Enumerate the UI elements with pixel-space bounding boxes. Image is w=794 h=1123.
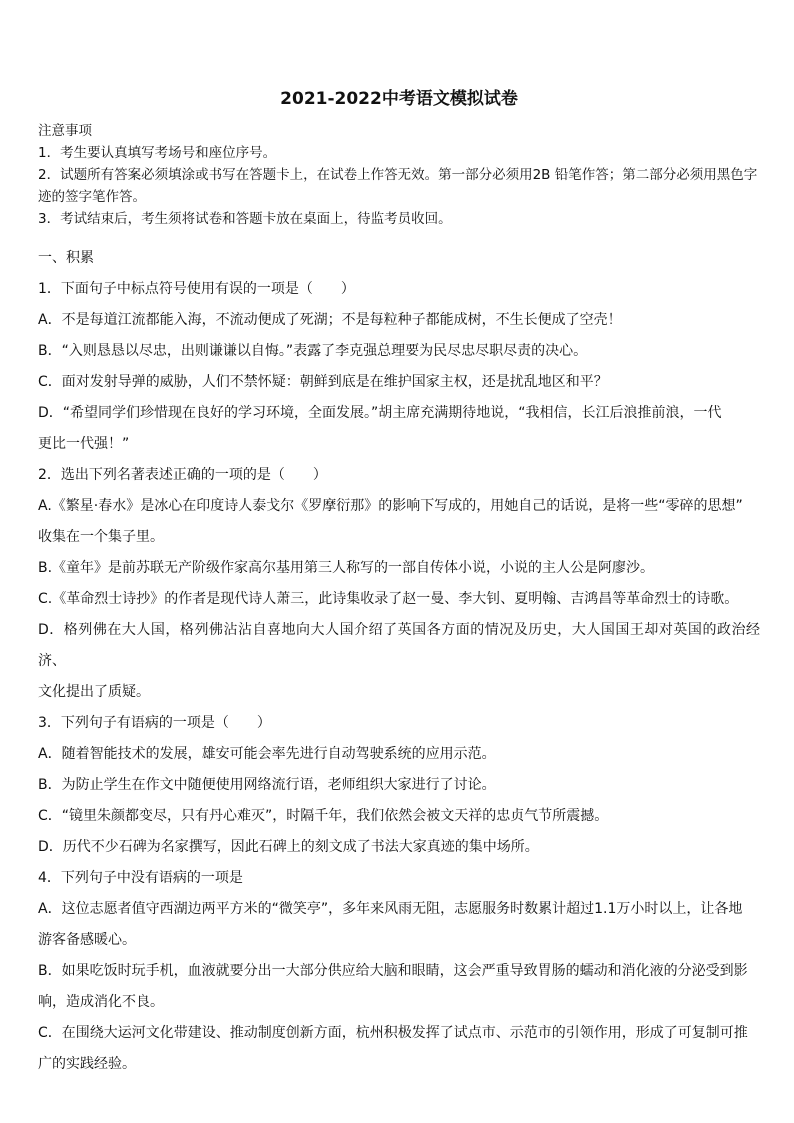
- page-title: 2021-2022中考语文模拟试卷: [280, 89, 518, 109]
- option-c: C．面对发射导弹的威胁，人们不禁怀疑：朝鲜到底是在维护国家主权，还是扰乱地区和平？: [38, 374, 608, 390]
- question-stem: 1．下面句子中标点符号使用有误的一项是（ ）: [38, 281, 355, 297]
- option-d-continued: 文化提出了质疑。: [38, 684, 150, 700]
- option-a: A．随着智能技术的发展，雄安可能会率先进行自动驾驶系统的应用示范。: [38, 746, 496, 762]
- question-stem: 3．下列句子有语病的一项是（ ）: [38, 715, 271, 731]
- section-heading: 一、积累: [38, 250, 94, 266]
- notice-item: 2．试题所有答案必须填涂或书写在答题卡上，在试卷上作答无效。第一部分必须用2B 铅笔作答；第二部分必须用黑色字迹的签字笔作答。: [38, 167, 758, 205]
- option-a: A.《繁星·春水》是冰心在印度诗人泰戈尔《罗摩衍那》的影响下写成的，用她自己的话说，是将一些“零碎的思想”: [38, 498, 743, 514]
- exam-body: [38, 243, 760, 1080]
- option-b-continued: 响，造成消化不良。: [38, 994, 164, 1010]
- option-d-continued: 更比一代强！”: [38, 436, 130, 452]
- question-stem: 2．选出下列名著表述正确的一项的是（ ）: [38, 467, 327, 483]
- option-b: B.《童年》是前苏联无产阶级作家高尔基用第三人称写的一部自传体小说，小说的主人公是阿廖沙。: [38, 560, 655, 576]
- notice-item: 1．考生要认真填写考场号和座位序号。: [38, 145, 277, 161]
- option-c: C.《革命烈士诗抄》的作者是现代诗人萧三，此诗集收录了赵一曼、李大钊、夏明翰、吉鸿昌等革命烈士的诗歌。: [38, 591, 739, 607]
- option-c: C．在围绕大运河文化带建设、推动制度创新方面，杭州积极发挥了试点市、示范市的引领作用，形成了可复制可推: [38, 1025, 748, 1041]
- question-stem: 4．下列句子中没有语病的一项是: [38, 870, 243, 886]
- option-d: D．历代不少石碑为名家撰写，因此石碑上的刻文成了书法大家真迹的集中场所。: [38, 839, 539, 855]
- option-b: B．如果吃饭时玩手机，血液就要分出一大部分供应给大脑和眼睛，这会严重导致胃肠的蠕动和消化液的分泌受到影: [38, 963, 748, 979]
- option-a: A．不是每道江流都能入海，不流动便成了死湖；不是每粒种子都能成树，不生长便成了空壳！: [38, 312, 622, 328]
- option-c-continued: 广的实践经验。: [38, 1056, 136, 1072]
- option-a-continued: 游客备感暖心。: [38, 932, 136, 948]
- notice-heading: 注意事项: [38, 123, 92, 139]
- option-a-continued: 收集在一个集子里。: [38, 529, 164, 545]
- option-a: A．这位志愿者值守西湖边两平方米的“微笑亭”，多年来风雨无阻，志愿服务时数累计超过1.1万小时以上，让各地: [38, 901, 743, 917]
- notice-item: 3．考试结束后，考生须将试卷和答题卡放在桌面上，待监考员收回。: [38, 211, 452, 227]
- option-d: D．格列佛在大人国，格列佛沾沾自喜地向大人国介绍了英国各方面的情况及历史，大人国国王却对英国的政治经济、: [38, 622, 760, 669]
- option-b: B．“入则恳恳以尽忠，出则谦谦以自悔。”表露了李克强总理要为民尽忠尽职尽责的决心。: [38, 343, 588, 359]
- option-b: B．为防止学生在作文中随便使用网络流行语，老师组织大家进行了讨论。: [38, 777, 496, 793]
- option-d: D．“希望同学们珍惜现在良好的学习环境，全面发展。”胡主席充满期待地说，“我相信，长江后浪推前浪，一代: [38, 405, 722, 421]
- option-c: C．“镜里朱颜都变尽，只有丹心难灭”，时隔千年，我们依然会被文天祥的忠贞气节所震撼。: [38, 808, 609, 824]
- notice-section: [38, 120, 760, 230]
